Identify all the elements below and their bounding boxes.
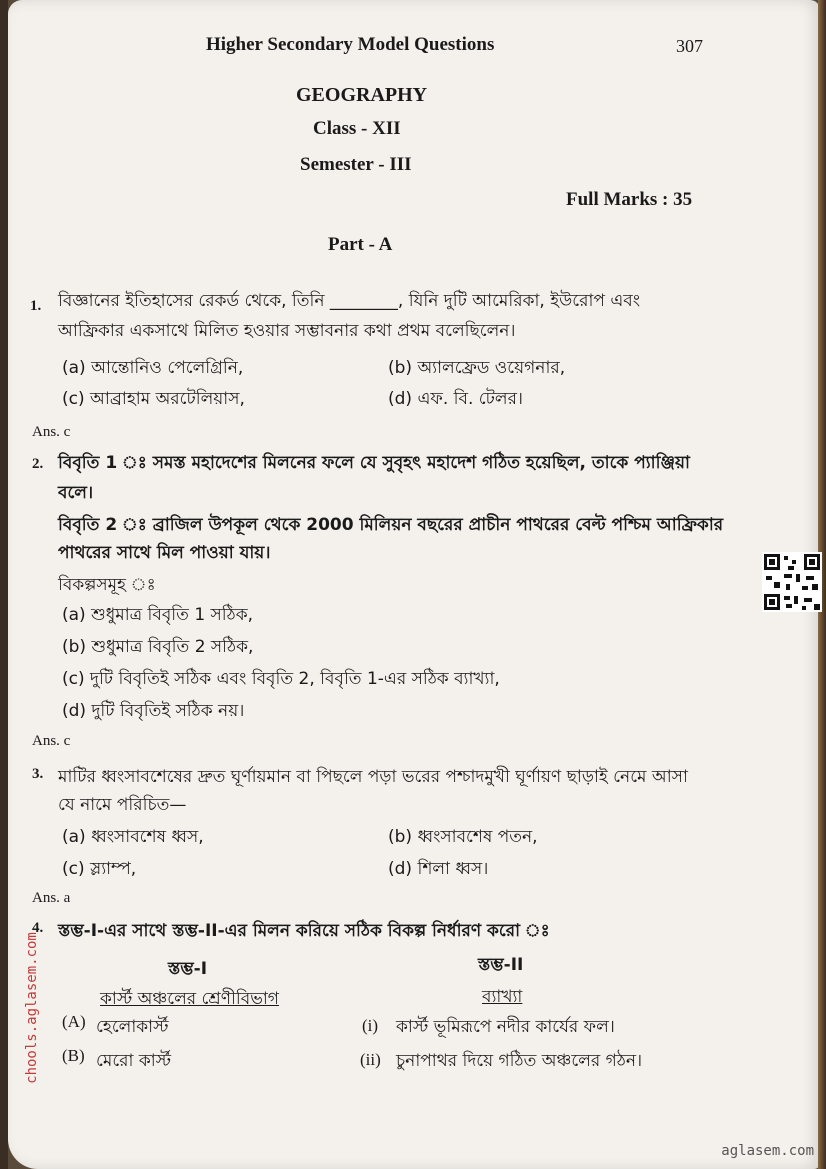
option-c: (c) দুটি বিবৃতিই সঠিক এবং বিবৃতি 2, বিবৃতি 1-এর সঠিক ব্যাখ্যা, <box>62 669 500 689</box>
row-label: (i) <box>362 1016 379 1035</box>
option-b: (b) শুধুমাত্র বিবৃতি 2 সঠিক, <box>62 637 254 657</box>
answer-label: Ans. c <box>32 424 71 440</box>
column-2-subheading: ব্যাখ্যা <box>482 987 523 1007</box>
option-a: (a) শুধুমাত্র বিবৃতি 1 সঠিক, <box>62 605 254 625</box>
column-1-heading: স্তম্ভ-I <box>168 959 208 979</box>
question-text: বিজ্ঞানের ইতিহাসের রেকর্ড থেকে, তিনি ________, যিনি দুটি আমেরিকা, ইউরোপ এবং <box>58 291 641 311</box>
option-b: (b) ধ্বংসাবশেষ পতন, <box>388 827 538 847</box>
statement-2: বিবৃতি 2 ঃ ব্রাজিল উপকূল থেকে 2000 মিলিয়ন বছরের প্রাচীন পাথরের বেল্ট পশ্চিম আফ্রিকার <box>58 515 724 535</box>
row-text: চুনাপাথর দিয়ে গঠিত অঞ্চলের গঠন। <box>396 1051 643 1071</box>
options-label: বিকল্পসমূহ ঃ <box>58 575 156 595</box>
option-a: (a) ধ্বংসাবশেষ ধ্বস, <box>62 827 204 847</box>
subject-title: GEOGRAPHY <box>296 84 428 106</box>
answer-label: Ans. a <box>32 890 71 906</box>
row-text: কার্স্ট ভূমিরূপে নদীর কার্যের ফল। <box>396 1017 615 1037</box>
side-watermark: chools.aglasem.com <box>23 932 40 1084</box>
part-heading: Part - A <box>328 234 393 255</box>
statement-2-cont: পাথরের সাথে মিল পাওয়া যায়। <box>58 543 271 563</box>
full-marks: Full Marks : 35 <box>566 189 693 210</box>
option-a: (a) আন্তোনিও পেলেগ্রিনি, <box>62 358 244 378</box>
question-text: আফ্রিকার একসাথে মিলিত হওয়ার সম্ভাবনার কথা প্রথম বলেছিলেন। <box>58 321 516 341</box>
question-number: 1. <box>30 298 42 314</box>
option-b: (b) অ্যালফ্রেড ওয়েগনার, <box>388 358 566 378</box>
row-label: (A) <box>62 1012 86 1031</box>
row-label: (ii) <box>360 1050 381 1069</box>
document-page <box>8 0 820 1169</box>
option-d: (d) এফ. বি. টেলর। <box>388 389 524 409</box>
page-number: 307 <box>676 36 703 56</box>
qr-code-icon <box>762 552 822 612</box>
row-text: মেরো কার্স্ট <box>96 1051 172 1071</box>
semester-label: Semester - III <box>300 154 412 175</box>
option-c: (c) আব্রাহাম অরটেলিয়াস, <box>62 389 245 409</box>
footer-watermark: aglasem.com <box>721 1143 814 1159</box>
book-title: Higher Secondary Model Questions <box>206 34 495 55</box>
book-spine-edge <box>0 0 8 1169</box>
option-d: (d) দুটি বিবৃতিই সঠিক নয়। <box>62 701 245 721</box>
question-number: 4. <box>32 920 44 936</box>
answer-label: Ans. c <box>32 733 71 749</box>
row-text: হেলোকার্স্ট <box>96 1017 169 1037</box>
question-text: যে নামে পরিচিত— <box>58 795 187 815</box>
class-label: Class - XII <box>313 118 401 139</box>
question-text: মাটির ধ্বংসাবশেষের দ্রুত ঘূর্ণায়মান বা পিছলে পড়া ভরের পশ্চাদমুখী ঘূর্ণায়ণ ছাড়াই নেমে আসা <box>58 767 688 787</box>
question-text: স্তম্ভ-I-এর সাথে স্তম্ভ-II-এর মিলন করিয়ে সঠিক বিকল্প নির্ধারণ করো ঃ <box>58 921 550 941</box>
option-c: (c) স্ল্যাম্প, <box>62 859 137 879</box>
column-1-subheading: কার্স্ট অঞ্চলের শ্রেণীবিভাগ <box>100 989 279 1009</box>
statement-1: বিবৃতি 1 ঃ সমস্ত মহাদেশের মিলনের ফলে যে সুবৃহৎ মহাদেশ গঠিত হয়েছিল, তাকে প্যাঞ্জিয়া <box>58 453 690 473</box>
column-2-heading: স্তম্ভ-II <box>478 955 524 975</box>
row-label: (B) <box>62 1046 85 1065</box>
question-number: 2. <box>32 456 44 472</box>
option-d: (d) শিলা ধ্বস। <box>388 859 489 879</box>
question-number: 3. <box>32 766 44 782</box>
statement-1-cont: বলে। <box>58 483 94 503</box>
